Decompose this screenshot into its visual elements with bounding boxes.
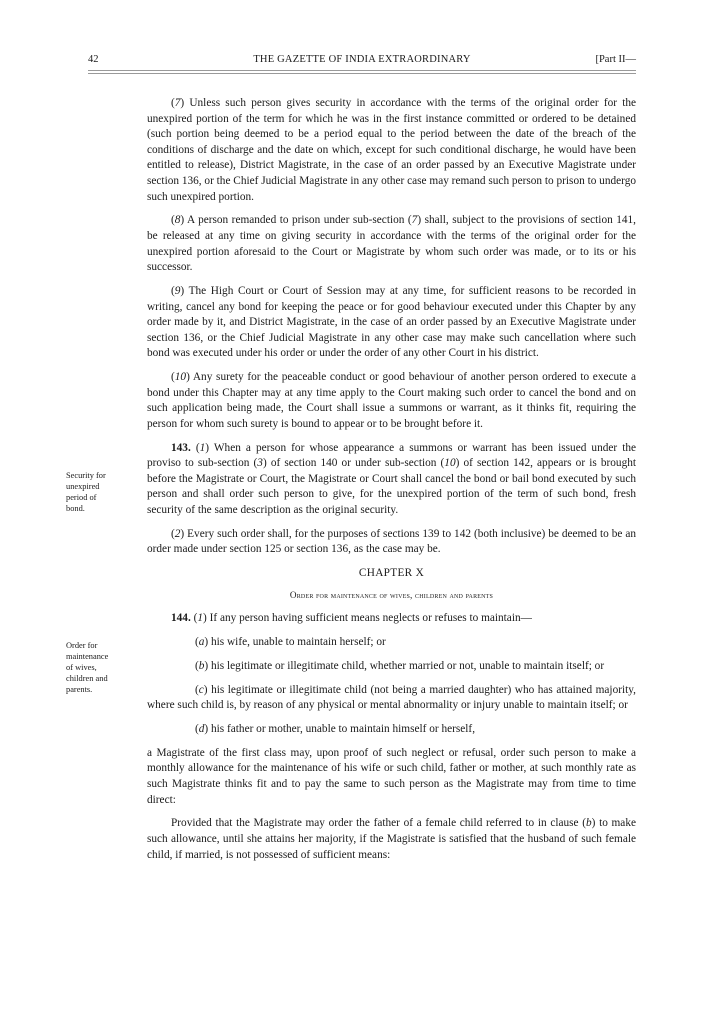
paragraph-8: (8) A person remanded to prison under sub-section (7) shall, subject to the provisions of section 141, be released at any time on giving security in accordance with the terms of the original order for the unexpired portion aforesaid to the Court or Magistrate by whom such order was made, or to its or his successor. xyxy=(147,214,636,274)
proviso: Provided that the Magistrate may order the father of a female child referred to in clause (b) to make such allowance, until she attains her majority, if the Magistrate is satisfied that the husband of such female child, if married, is not possessed of sufficient means: xyxy=(147,817,636,861)
paragraph-10: (10) Any surety for the peaceable conduct or good behaviour of another person ordered to execute a bond under this Chapter may at any time apply to the Court making such order to cancel the bond and on such application being made, the Court shall issue a summons or warrant, as it thinks fit, requiring the person for whom such surety is bound to appear or to be brought before it. xyxy=(147,371,636,430)
page-number: 42 xyxy=(88,54,99,65)
gazette-title: THE GAZETTE OF INDIA EXTRAORDINARY xyxy=(253,54,471,65)
chapter-title: Order for maintenance of wives, children and parents xyxy=(289,589,494,600)
section-144-tail: a Magistrate of the first class may, upon proof of such neglect or refusal, order such person to make a monthly allowance for the maintenance of his wife or such child, father or mother, at such monthly rate as such Magistrate thinks fit and to pay the same to such person as the Magistrate may from time to time direct: xyxy=(147,746,636,806)
clause-a: (a) his wife, unable to maintain herself; or xyxy=(195,636,386,649)
paragraph-7: (7) Unless such person gives security in accordance with the terms of the original order for the unexpired portion of the term for which he was in the first instance committed or ordered to be detained (such portion being deemed to be a period equal to the period between the date of the breach of the conditions of discharge and the date on which, except for such conditional discharge, he would have been entitled to release), District Magistrate, in the case of an order passed by an Executive Magistrate under section 136, or the Chief Judicial Magistrate in any other case may remand such person to prison to undergo such unexpired portion. xyxy=(147,97,636,203)
paragraph-9: (9) The High Court or Court of Session may at any time, for sufficient reasons to be recorded in writing, cancel any bond for keeping the peace or for good behaviour executed under this Chapter by any order made by it, and District Magistrate, in the case of an order passed by an Executive Magistrate under section 136, or the Chief Judicial Magistrate in any other case may make such cancellation where such bond was executed under his order or under the order of any other Court in his district. xyxy=(147,284,636,360)
margin-note-maintenance: Order for maintenance of wives, children and parents. xyxy=(66,641,109,694)
part-label: [Part II— xyxy=(595,54,636,65)
document-body xyxy=(147,96,636,871)
margin-note-security: Security for unexpired period of bond. xyxy=(66,471,106,513)
clause-c: (c) his legitimate or illegitimate child (not being a married daughter) who has attained majority, where such child is, by reason of any physical or mental abnormality or injury unable to maintain itself; or xyxy=(147,683,636,712)
section-143-1: 143. (1) When a person for whose appearance a summons or warrant has been issued under the proviso to sub-section (3) of section 140 or under sub-section (10) of section 142, appears or is brought before the Magistrate or Court, the Magistrate or Court shall cancel the bond or bail bond executed by such person and shall order such person to give, for the unexpired portion of the term of such bond, fresh security of the same description as the original security. xyxy=(147,441,637,516)
header-rule-top xyxy=(88,70,636,71)
header-rule-bottom xyxy=(88,73,636,74)
clause-b: (b) his legitimate or illegitimate child, whether married or not, unable to maintain itself; or xyxy=(195,659,605,672)
section-143-2: (2) Every such order shall, for the purposes of sections 139 to 142 (both inclusive) be deemed to be an order made under section 125 or section 136, as the case may be. xyxy=(147,527,636,556)
section-144-1: 144. (1) If any person having sufficient means neglects or refuses to maintain— xyxy=(171,612,532,625)
clause-d: (d) his father or mother, unable to maintain himself or herself, xyxy=(195,723,476,736)
page-header xyxy=(88,54,636,70)
chapter-heading: CHAPTER X xyxy=(358,567,425,580)
